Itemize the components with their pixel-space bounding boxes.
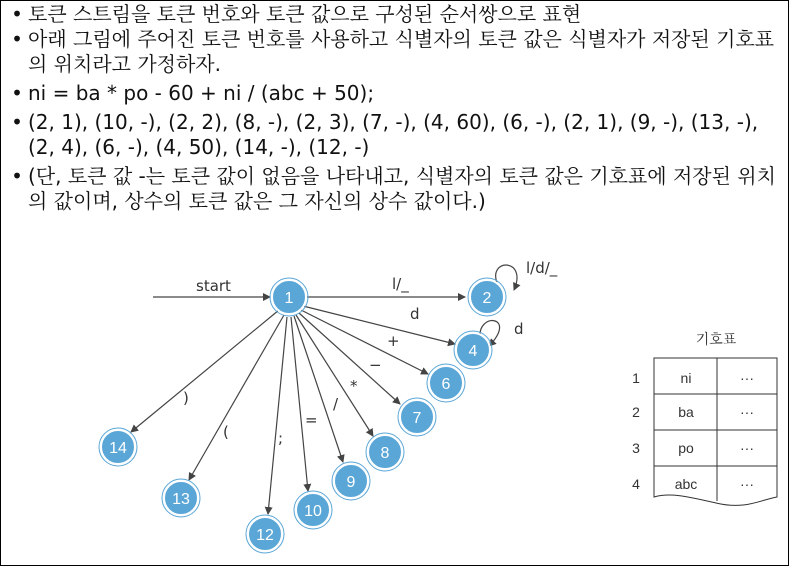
edge-label-1-4: d	[410, 305, 420, 323]
edge-label-1-2: l/_	[392, 275, 409, 293]
state-node-8	[366, 433, 404, 471]
bullet-text: 아래 그림에 주어진 토큰 번호를 사용하고 식별자의 토큰 값은 식별자가 저장된 기호표의 위치라고 가정하자.	[28, 27, 775, 76]
edge-label-1-14: )	[183, 389, 189, 407]
state-node-12	[246, 515, 284, 553]
bullet-dot-icon: •	[11, 164, 23, 188]
symbol-table-name: po	[678, 440, 694, 456]
bullet-dot-icon: •	[11, 110, 23, 134]
state-node-label: 7	[412, 410, 422, 427]
state-node-label: 13	[172, 491, 190, 508]
symbol-table-index: 4	[632, 476, 640, 492]
edge-1-6	[301, 310, 428, 374]
state-node-label: 6	[441, 376, 451, 393]
state-node-14	[99, 428, 137, 466]
state-node-9	[332, 462, 370, 500]
edge-label-1-12: ;	[278, 429, 284, 447]
symbol-table-name: ni	[680, 370, 692, 386]
bullet-dot-icon: •	[11, 27, 23, 51]
state-node-2	[468, 278, 506, 316]
bullet-text: (2, 1), (10, -), (2, 2), (8, -), (2, 3), (7, -), (4, 60), (6, -), (2, 1), (9, -), (13, -), (2, 4), (6, -), (4, 50), (14, -), (12, -)	[28, 110, 759, 159]
state-node-1	[270, 278, 308, 316]
bullet-text: 토큰 스트림을 토큰 번호와 토큰 값으로 구성된 순서쌍으로 표현	[28, 2, 582, 26]
state-node-label: 10	[304, 503, 322, 520]
symbol-table-index: 2	[632, 404, 640, 420]
state-node-label: 9	[346, 474, 356, 491]
edge-1-10	[291, 317, 308, 491]
bullet-dot-icon: •	[11, 81, 23, 105]
symbol-table-border	[654, 358, 777, 505]
symbol-table-index: 1	[632, 370, 640, 386]
edge-1-12	[268, 317, 287, 514]
edge-1-4	[303, 306, 455, 344]
symbol-table-value: ···	[740, 440, 754, 456]
edge-label-1-10: =	[305, 411, 318, 429]
symbol-table-value: ···	[740, 370, 754, 386]
symbol-table	[632, 331, 777, 505]
state-node-7	[398, 398, 436, 436]
state-node-label: 14	[109, 440, 127, 457]
state-node-13	[162, 479, 200, 517]
edge-label-loop-4: d	[514, 320, 524, 338]
edge-label-1-13: (	[223, 423, 229, 441]
bullet-dot-icon: •	[11, 2, 23, 26]
state-node-label: 12	[256, 527, 274, 544]
symbol-table-name: ba	[678, 404, 694, 420]
symbol-table-value: ···	[740, 476, 754, 492]
edge-label-1-6: +	[387, 332, 400, 350]
edge-label-1-8: *	[350, 377, 358, 395]
state-node-10	[294, 491, 332, 529]
bullet-text: (단, 토큰 값 -는 토큰 값이 없음을 나타내고, 식별자의 토큰 값은 기호표에 저장된 위치의 값이며, 상수의 토큰 값은 그 자신의 상수 값이다.)	[28, 164, 776, 213]
state-node-label: 2	[482, 290, 492, 307]
state-node-label: 4	[468, 343, 478, 360]
symbol-table-index: 3	[632, 440, 640, 456]
edge-1-9	[294, 316, 343, 462]
edge-label-loop-2: l/d/_	[526, 259, 558, 277]
state-node-label: 8	[380, 445, 390, 462]
state-node-6	[427, 364, 465, 402]
bullet-text: ni = ba * po - 60 + ni / (abc + 50);	[28, 81, 375, 105]
start-label: start	[196, 277, 231, 295]
symbol-table-name: abc	[674, 476, 698, 492]
state-node-4	[454, 331, 492, 369]
edge-label-1-7: −	[369, 356, 382, 374]
symbol-table-value: ···	[740, 404, 754, 420]
edge-1-13	[189, 315, 284, 480]
symbol-table-title: 기호표	[695, 332, 737, 348]
state-node-label: 1	[284, 290, 294, 307]
edge-1-14	[131, 310, 279, 432]
edge-label-1-9: /	[333, 395, 339, 413]
